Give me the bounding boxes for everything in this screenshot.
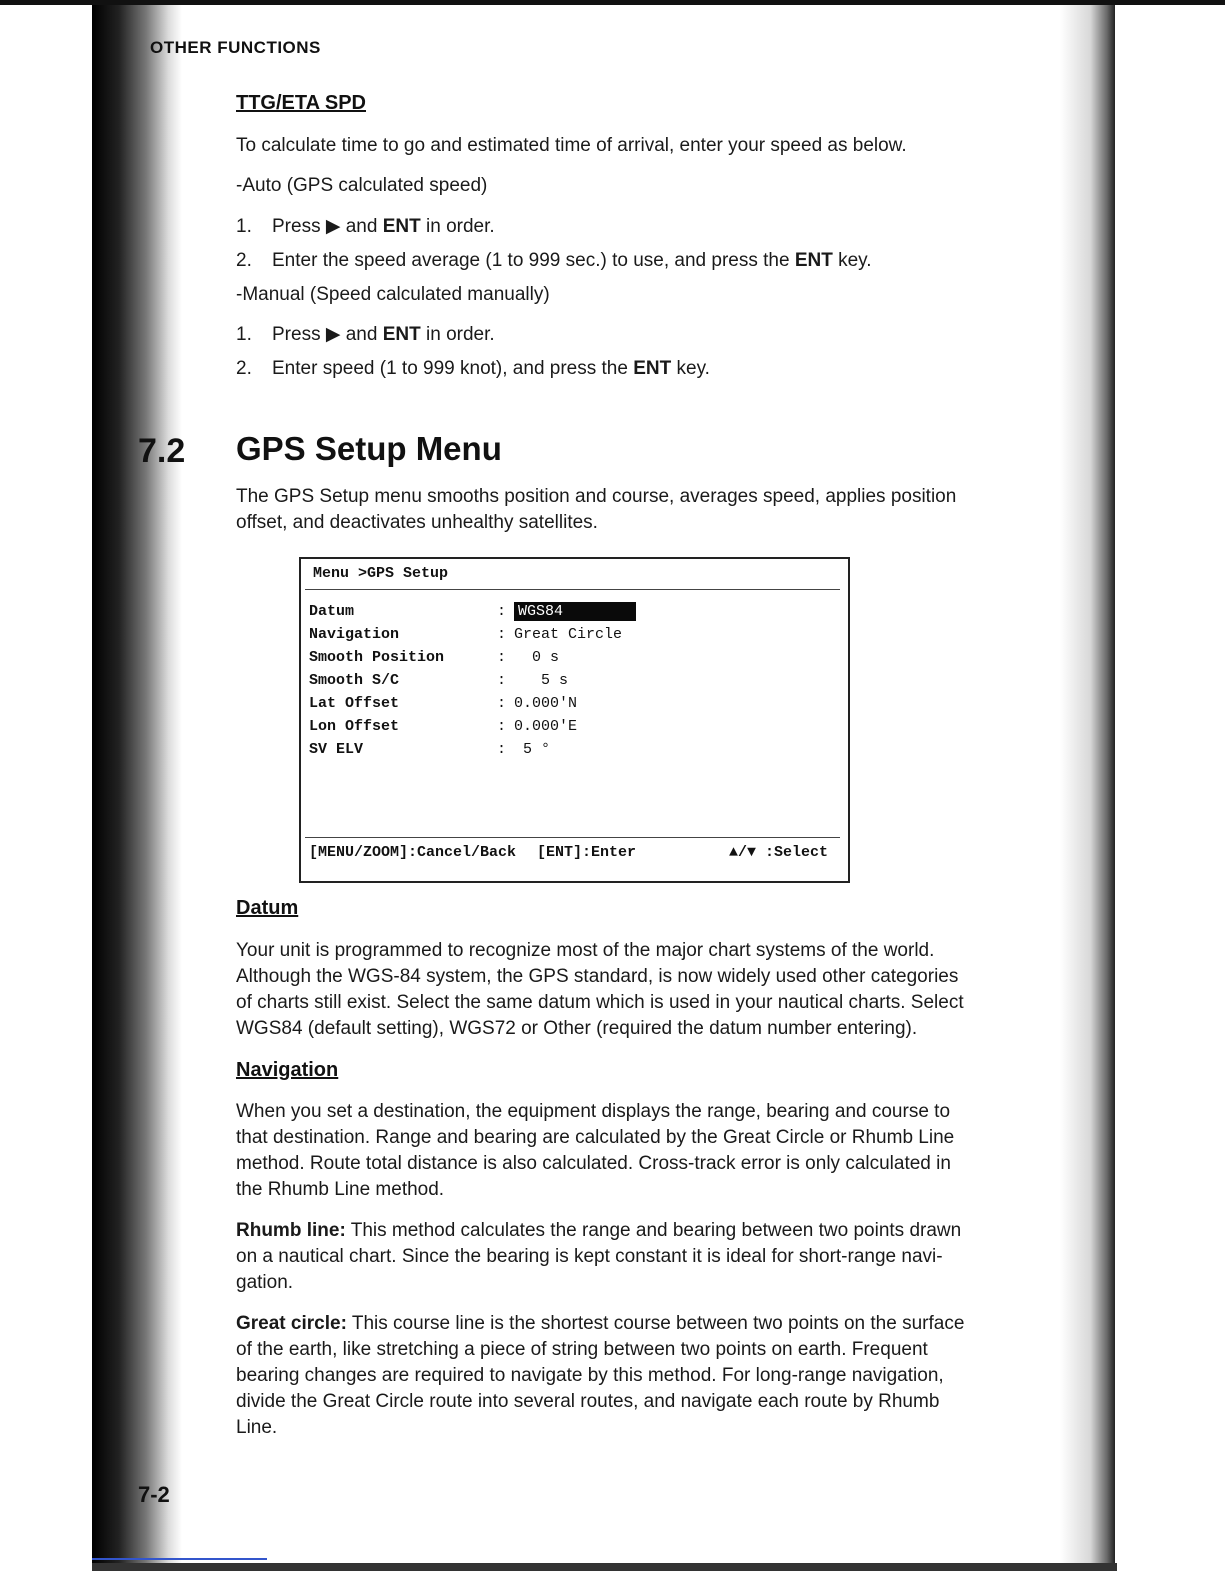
gps-setup-screen xyxy=(299,557,850,883)
datum-line: Your unit is programmed to recognize most of the major chart systems of the world. xyxy=(236,940,935,961)
menu-row-datum[interactable] xyxy=(309,603,829,625)
menu-row-label: Smooth S/C xyxy=(309,672,400,689)
auto-step-2 xyxy=(236,248,872,274)
section-intro-line: The GPS Setup menu smooths position and course, averages speed, applies position xyxy=(236,486,957,507)
ent-key: ENT xyxy=(382,324,421,345)
datum-heading: Datum xyxy=(236,897,299,919)
ent-key: ENT xyxy=(633,358,672,379)
menu-row-navigation[interactable] xyxy=(309,626,829,648)
datum-line: Although the WGS-84 system, the GPS standard, is now widely used other categories xyxy=(236,966,959,987)
datum-line: WGS84 (default setting), WGS72 or Other (required the datum number entering). xyxy=(236,1018,918,1039)
menu-row-value: 5 s xyxy=(514,672,569,689)
navigation-line: that destination. Range and bearing are calculated by the Great Circle or Rhumb Line xyxy=(236,1127,955,1148)
menu-row-label: Lon Offset xyxy=(309,718,400,735)
ent-key: ENT xyxy=(794,250,833,271)
scan-top-edge xyxy=(0,0,1225,5)
menu-row-smooth-sc[interactable] xyxy=(309,672,829,694)
step-number: 2. xyxy=(236,358,252,379)
footer-select-hint: ▲/▼ :Select xyxy=(729,844,829,861)
scan-bottom-mark xyxy=(92,1558,267,1560)
rhumb-line: on a nautical chart. Since the bearing is kept constant it is ideal for short-range navi- xyxy=(236,1246,943,1267)
menu-row-colon: : xyxy=(497,718,507,735)
footer-enter-hint: [ENT]:Enter xyxy=(537,844,637,861)
auto-step-1 xyxy=(236,214,495,240)
section-title: GPS Setup Menu xyxy=(236,430,502,467)
navigation-line: the Rhumb Line method. xyxy=(236,1179,445,1200)
step-text: Press ▶ and xyxy=(272,324,383,345)
menu-row-colon: : xyxy=(497,741,507,758)
step-number: 1. xyxy=(236,324,252,345)
step-text-end: key. xyxy=(832,250,872,271)
scan-bottom-edge xyxy=(92,1563,1117,1571)
datum-line: of charts still exist. Select the same datum which is used in your nautical charts. Select xyxy=(236,992,964,1013)
manual-step-1 xyxy=(236,322,495,348)
menu-row-smooth-position[interactable] xyxy=(309,649,829,671)
step-text-end: in order. xyxy=(420,324,495,345)
step-number: 2. xyxy=(236,250,252,271)
navigation-line: When you set a destination, the equipment displays the range, bearing and course to xyxy=(236,1101,951,1122)
scan-right-shadow xyxy=(1060,5,1115,1565)
menu-row-colon: : xyxy=(497,695,507,712)
menu-row-value: 0.000'E xyxy=(514,718,578,735)
rhumb-first-text: This method calculates the range and bearing between two points drawn xyxy=(345,1220,962,1241)
ent-key: ENT xyxy=(382,216,421,237)
menu-row-lat-offset[interactable] xyxy=(309,695,829,717)
screen-top-rule xyxy=(305,589,840,590)
great-circle-line: bearing changes are required to navigate by this method. For long-range navigation, xyxy=(236,1365,944,1386)
screen-breadcrumb: Menu >GPS Setup xyxy=(313,565,449,582)
running-head: OTHER FUNCTIONS xyxy=(150,38,321,57)
section-intro-line: offset, and deactivates unhealthy satellites. xyxy=(236,512,598,533)
auto-label: -Auto (GPS calculated speed) xyxy=(236,175,488,196)
step-text: Enter speed (1 to 999 knot), and press the xyxy=(272,358,634,379)
menu-row-colon: : xyxy=(497,603,507,620)
step-text-end: in order. xyxy=(420,216,495,237)
menu-row-label: Navigation xyxy=(309,626,400,643)
menu-row-lon-offset[interactable] xyxy=(309,718,829,740)
step-text: Press ▶ and xyxy=(272,216,383,237)
menu-row-value-selected[interactable]: WGS84 xyxy=(514,602,636,621)
menu-row-colon: : xyxy=(497,649,507,666)
ttg-intro: To calculate time to go and estimated time of arrival, enter your speed as below. xyxy=(236,135,907,156)
menu-row-colon: : xyxy=(497,626,507,643)
menu-row-colon: : xyxy=(497,672,507,689)
menu-row-label: SV ELV xyxy=(309,741,364,758)
manual-label: -Manual (Speed calculated manually) xyxy=(236,284,550,305)
great-circle-line: divide the Great Circle route into several routes, and navigate each route by Rhumb xyxy=(236,1391,940,1412)
menu-row-value: 5 ° xyxy=(514,741,551,758)
great-circle-first-text: This course line is the shortest course between two points on the surface xyxy=(346,1313,965,1334)
rhumb-line-first xyxy=(236,1218,961,1244)
menu-row-value: 0.000'N xyxy=(514,695,578,712)
step-number: 1. xyxy=(236,216,252,237)
manual-step-2 xyxy=(236,356,710,382)
screen-bottom-rule xyxy=(305,837,840,838)
scan-binding-shadow xyxy=(92,5,182,1565)
menu-row-label: Smooth Position xyxy=(309,649,445,666)
section-number: 7.2 xyxy=(138,432,186,470)
navigation-heading: Navigation xyxy=(236,1059,339,1081)
ttg-heading: TTG/ETA SPD xyxy=(236,92,366,114)
menu-row-label: Datum xyxy=(309,603,355,620)
rhumb-line: gation. xyxy=(236,1272,294,1293)
menu-row-label: Lat Offset xyxy=(309,695,400,712)
step-text-end: key. xyxy=(671,358,710,379)
great-circle-first xyxy=(236,1311,964,1337)
step-text: Enter the speed average (1 to 999 sec.) to use, and press the xyxy=(272,250,795,271)
great-circle-term: Great circle: xyxy=(236,1313,347,1334)
page-number: 7-2 xyxy=(138,1482,170,1507)
menu-row-sv-elv[interactable] xyxy=(309,741,829,763)
navigation-line: method. Route total distance is also calculated. Cross-track error is only calculated in xyxy=(236,1153,951,1174)
menu-row-value: Great Circle xyxy=(514,626,623,643)
great-circle-line: of the earth, like stretching a piece of string between two points on earth. Frequent xyxy=(236,1339,928,1360)
great-circle-line: Line. xyxy=(236,1417,278,1438)
rhumb-term: Rhumb line: xyxy=(236,1220,346,1241)
footer-cancel-hint: [MENU/ZOOM]:Cancel/Back xyxy=(309,844,517,861)
menu-row-value: 0 s xyxy=(514,649,560,666)
